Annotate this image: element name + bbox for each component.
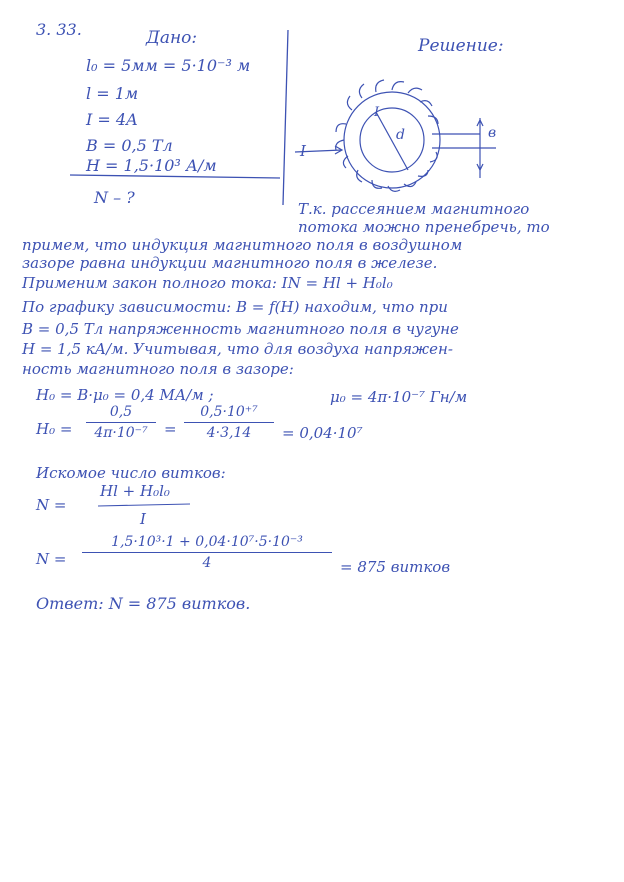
h0-calc-result: = 0,04·10⁷ — [282, 424, 363, 442]
given-separator-horizontal — [70, 175, 280, 178]
diagram-label-winding: I — [374, 105, 380, 120]
solution-title: Решение: — [418, 36, 504, 56]
h0-fraction-1 — [86, 404, 156, 441]
formula-lhs: N = — [36, 496, 67, 514]
given-separator-vertical — [283, 30, 288, 205]
solution-line-8: H = 1,5 кА/м. Учитывая, что для воздуха напряжен- — [22, 340, 453, 358]
solution-line-6: По графику зависимости: B = f(H) находим, что при — [22, 298, 448, 316]
given-line-l: l = 1м — [86, 84, 139, 103]
h0-equation: H₀ = B·μ₀ = 0,4 МА/м ; — [36, 386, 214, 404]
h0-calc-lhs: H₀ = — [36, 420, 73, 438]
diagram-label-gap: в — [488, 125, 497, 141]
diagram-label-current: I — [300, 142, 306, 160]
given-line-l0: l₀ = 5мм = 5·10⁻³ м — [86, 56, 251, 75]
full-current-law: Применим закон полного тока: IN = Hl + H₀l₀ — [22, 274, 393, 292]
solution-line-9: ность магнитного поля в зазоре: — [22, 360, 294, 378]
problem-number: 3. 33. — [36, 20, 82, 39]
given-title: Дано: — [146, 28, 198, 48]
solution-line-1: Т.к. рассеянием магнитного — [298, 200, 530, 218]
given-line-induction: B = 0,5 Тл — [86, 136, 173, 155]
answer-line: Ответ: N = 875 витков. — [36, 594, 251, 613]
mu0-equation: μ₀ = 4π·10⁻⁷ Гн/м — [330, 388, 468, 406]
h0-fraction-1-denominator: 4π·10⁻⁷ — [94, 425, 148, 441]
solution-line-3: примем, что индукция магнитного поля в воздушном — [22, 236, 463, 254]
given-line-current: I = 4A — [86, 110, 138, 129]
numeric-lhs: N = — [36, 550, 67, 568]
find-line: N – ? — [94, 188, 135, 207]
h0-fraction-2-numerator: 0,5·10⁺⁷ — [200, 404, 258, 420]
h0-fraction-2-denominator: 4·3,14 — [206, 425, 252, 441]
solution-line-4: зазоре равна индукции магнитного поля в железе. — [22, 254, 438, 272]
solution-line-2: потока можно пренебречь, то — [298, 218, 550, 236]
h0-calc-equals: = — [164, 420, 177, 438]
numeric-denominator: 4 — [202, 555, 212, 571]
given-line-intensity: H = 1,5·10³ А/м — [86, 156, 217, 175]
numeric-numerator: 1,5·10³·1 + 0,04·10⁷·5·10⁻³ — [111, 534, 303, 550]
formula-numerator: Hl + H₀l₀ — [100, 482, 170, 500]
h0-fraction-2 — [184, 404, 274, 441]
turns-heading: Искомое число витков: — [36, 464, 226, 482]
solution-line-7: B = 0,5 Тл напряженность магнитного поля в чугуне — [22, 320, 459, 338]
diagram-label-diameter: d — [396, 127, 405, 143]
numeric-fraction — [82, 534, 332, 571]
numeric-result: = 875 витков — [340, 558, 451, 576]
h0-fraction-1-numerator: 0,5 — [109, 404, 133, 420]
formula-denominator: I — [140, 510, 146, 528]
